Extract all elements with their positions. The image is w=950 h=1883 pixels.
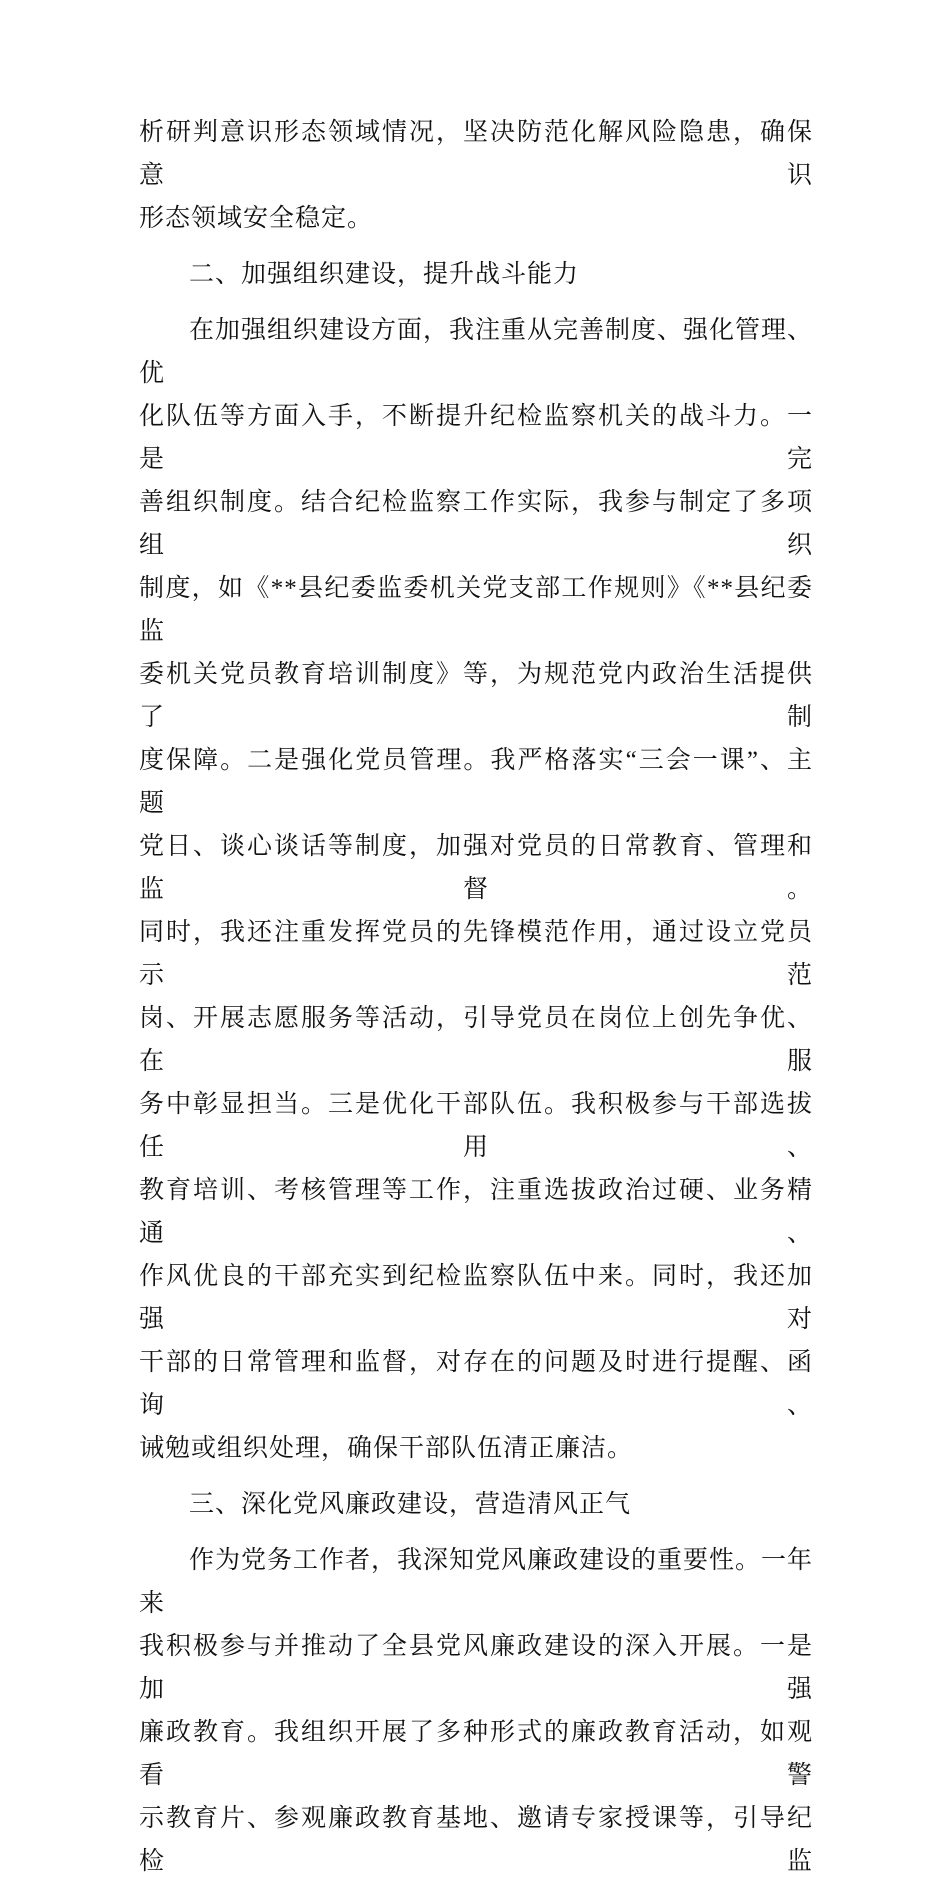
body-text-line: 示教育片、参观廉政教育基地、邀请专家授课等，引导纪检监 [139,1805,813,1875]
body-text-line: 善组织制度。结合纪检监察工作实际，我参与制定了多项组织 [139,489,813,559]
section-heading-line: 二、加强组织建设，提升战斗能力 [189,261,580,288]
body-text-line: 析研判意识形态领域情况，坚决防范化解风险隐患，确保意识 [139,119,813,189]
body-text-line: 委机关党员教育培训制度》等，为规范党内政治生活提供了制 [139,661,813,731]
body-text-line: 岗、开展志愿服务等活动，引导党员在岗位上创先争优、在服 [139,1005,813,1075]
body-text-line: 干部的日常管理和监督，对存在的问题及时进行提醒、函询、 [139,1349,813,1419]
body-text-line: 党日、谈心谈话等制度，加强对党员的日常教育、管理和监督。 [139,833,813,903]
body-text-line: 同时，我还注重发挥党员的先锋模范作用，通过设立党员示范 [139,919,813,989]
body-text-line: 廉政教育。我组织开展了多种形式的廉政教育活动，如观看警 [139,1719,813,1789]
body-text-line: 作为党务工作者，我深知党风廉政建设的重要性。一年来 [139,1547,814,1617]
body-text-line: 制度，如《**县纪委监委机关党支部工作规则》《**县纪委监 [139,575,813,645]
document-body [139,111,813,1883]
body-text-line: 化队伍等方面入手，不断提升纪检监察机关的战斗力。一是完 [139,403,813,473]
body-text-line: 形态领域安全稳定。 [139,205,374,232]
body-text-line: 度保障。二是强化党员管理。我严格落实“三会一课”、主题 [139,747,813,817]
body-text-line: 诫勉或组织处理，确保干部队伍清正廉洁。 [139,1435,634,1462]
body-text-line: 我积极参与并推动了全县党风廉政建设的深入开展。一是加强 [139,1633,813,1703]
body-text-line: 教育培训、考核管理等工作，注重选拔政治过硬、业务精通、 [139,1177,813,1247]
body-text-line: 作风优良的干部充实到纪检监察队伍中来。同时，我还加强对 [139,1263,813,1333]
body-text-line: 在加强组织建设方面，我注重从完善制度、强化管理、优 [139,317,814,387]
section-heading-line: 三、深化党风廉政建设，营造清风正气 [189,1491,632,1518]
body-text-line: 务中彰显担当。三是优化干部队伍。我积极参与干部选拔任用、 [139,1091,813,1161]
